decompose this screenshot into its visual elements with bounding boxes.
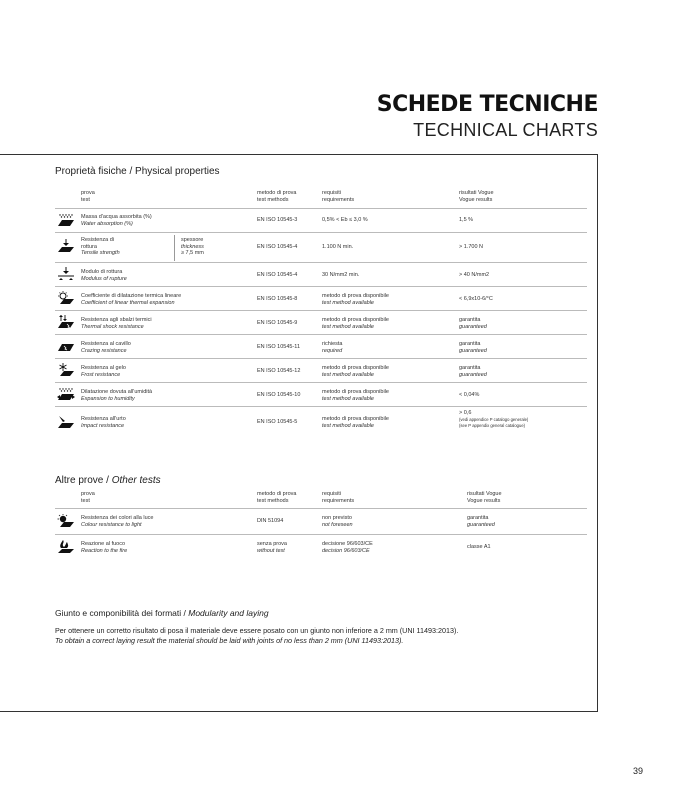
header-res-en: Vogue results (467, 497, 501, 504)
row-requirement: 0,5% < Eb ≤ 3,0 % (322, 217, 368, 223)
row-name-en: Reaction to the fire (81, 547, 128, 554)
row-result: < 0,04% (459, 392, 480, 398)
column-divider (174, 235, 175, 261)
row-requirement-en: test method available (322, 422, 374, 429)
other-section-title (55, 475, 161, 486)
laying-title-it: Giunto e componibilità dei formati / (55, 608, 186, 618)
row-result-en: guaranteed (459, 323, 487, 330)
row-requirement: metodo di prova disponibile (322, 389, 389, 395)
row-requirement: 1.100 N min. (322, 244, 354, 250)
row-requirement-en: test method available (322, 371, 374, 378)
row-name-it: Dilatazione dovuta all'umidità (81, 389, 153, 395)
table-row (55, 310, 587, 335)
page-number: 39 (633, 766, 644, 776)
header-req-it: requisiti (322, 190, 341, 196)
row-requirement: metodo di prova disponibile (322, 317, 389, 323)
header-method-it: metodo di prova (257, 190, 297, 196)
other-title-it: Altre prove / (55, 475, 109, 486)
row-result: garantita (467, 515, 489, 521)
row-name-it: Modulo di rottura (81, 269, 123, 275)
modulus-rupture-icon (57, 267, 75, 281)
row-result-note-en: (see P appendix general catalogue) (459, 422, 526, 428)
row-name-it: Resistenza agli sbalzi termici (81, 317, 152, 323)
row-result: classe A1 (467, 544, 491, 550)
row-requirement-en: test method available (322, 323, 374, 330)
row-method: EN ISO 10545-12 (257, 368, 301, 374)
row-name-en: rottura (81, 243, 97, 250)
header-test-en: test (81, 196, 90, 203)
row-method: EN ISO 10545-9 (257, 320, 298, 326)
row-method: EN ISO 10545-4 (257, 272, 298, 278)
header-res-it: risultati Vogue (467, 491, 502, 497)
thermal-expansion-icon (57, 291, 75, 305)
breaking-strength-icon (57, 239, 75, 253)
row-name-en: Frost resistance (81, 371, 121, 378)
row-requirement-en: decision 96/603/CE (322, 547, 370, 554)
table-row (55, 286, 587, 311)
row-method: EN ISO 10545-5 (257, 419, 298, 425)
row-name-en: Expansion to humidity (81, 395, 135, 402)
header-method-en: test methods (257, 196, 289, 203)
row-name-en-2: Tensile strength (81, 250, 120, 256)
light-resistance-icon (57, 514, 75, 528)
laying-text-it: Per ottenere un corretto risultato di posa il materiale deve essere posato con un giunto non inferiore a 2 mm (UNI 11493:2013). (55, 626, 459, 635)
table-row (55, 534, 587, 561)
row-result: > 40 N/mm2 (459, 272, 490, 278)
row-name-en: Crazing resistance (81, 347, 127, 354)
row-thickness-value: ≥ 7,5 mm (181, 250, 204, 256)
row-requirement-en: test method available (322, 395, 374, 402)
header-test-en: test (81, 497, 90, 504)
table-row (55, 232, 587, 263)
row-name-en: Colour resistance to light (81, 521, 142, 528)
laying-text-en: To obtain a correct laying result the material should be laid with joints of no less than 2 mm (UNI 11493:2013). (55, 636, 404, 645)
row-name-en: Thermal shock resistance (81, 323, 144, 330)
header-method-en: test methods (257, 497, 289, 504)
row-name-en: Modulus of rupture (81, 275, 127, 282)
row-result-en: guaranteed (459, 347, 487, 354)
table-row (55, 406, 587, 439)
row-result-note-it: (vedi appendice P catalogo generale) (459, 416, 529, 422)
row-requirement: metodo di prova disponibile (322, 293, 389, 299)
row-requirement: 30 N/mm2 min. (322, 272, 360, 278)
page-subtitle: TECHNICAL CHARTS (413, 120, 598, 140)
row-name-it: Resistenza dei colori alla luce (81, 515, 154, 521)
row-name-en: Impact resistance (81, 422, 125, 429)
row-result: > 1.700 N (459, 244, 484, 250)
row-requirement-en: not foreseen (322, 521, 353, 528)
header-test-it: prova (81, 190, 95, 196)
row-result: garantita (459, 341, 481, 347)
row-requirement: metodo di prova disponibile (322, 365, 389, 371)
row-name-it: Coefficiente di dilatazione termica lineare (81, 293, 182, 299)
water-absorption-icon (57, 213, 75, 227)
table-row (55, 262, 587, 287)
row-name-it: Resistenza di (81, 237, 115, 243)
table-row (55, 208, 587, 233)
row-result: < 6,9x10-6/°C (459, 296, 493, 302)
frost-icon (57, 363, 75, 377)
row-thickness-en: thickness (181, 243, 204, 250)
row-requirement-en: test method available (322, 299, 374, 306)
header-res-it: risultati Vogue (459, 190, 494, 196)
row-method: DIN 51094 (257, 518, 284, 524)
table-row (55, 358, 587, 383)
fire-reaction-icon (57, 540, 75, 554)
row-result: 1,5 % (459, 217, 474, 223)
row-requirement: non previsto (322, 515, 352, 521)
impact-icon (57, 415, 75, 429)
row-name-en: Coefficient of linear thermal expansion (81, 299, 175, 306)
row-method: EN ISO 10545-11 (257, 344, 301, 350)
row-requirement-en: required (322, 347, 343, 354)
table-row (55, 508, 587, 535)
row-result: garantita (459, 317, 481, 323)
row-method: senza prova (257, 541, 287, 547)
header-test-it: prova (81, 491, 95, 497)
row-method-en: without test (257, 547, 285, 554)
row-method: EN ISO 10545-8 (257, 296, 298, 302)
table-row (55, 382, 587, 407)
row-requirement: metodo di prova disponibile (322, 416, 389, 422)
humidity-expansion-icon (57, 387, 75, 401)
row-name-it: Massa d'acqua assorbita (%) (81, 214, 152, 220)
header-res-en: Vogue results (459, 196, 493, 203)
table-row (55, 334, 587, 359)
row-name-en: Water absorption (%) (81, 220, 133, 227)
header-req-en: requirements (322, 497, 355, 504)
row-result: garantita (459, 365, 481, 371)
row-thickness-it: spessore (181, 237, 204, 243)
row-name-it: Resistenza al cavillo (81, 341, 131, 347)
physical-title-en: / Physical properties (129, 166, 220, 177)
physical-title-it: Proprietà fisiche (55, 166, 127, 177)
laying-title (55, 608, 269, 618)
row-method: EN ISO 10545-3 (257, 217, 298, 223)
other-title-en: Other tests (111, 475, 161, 486)
row-name-it: Resistenza al gelo (81, 365, 126, 371)
row-requirement: richiesta (322, 341, 343, 347)
header-req-it: requisiti (322, 491, 341, 497)
row-result-en: guaranteed (459, 371, 487, 378)
laying-title-en: Modularity and laying (188, 608, 269, 618)
row-method: EN ISO 10545-4 (257, 244, 298, 250)
row-result-en: guaranteed (467, 521, 495, 528)
row-result: > 0,6 (459, 410, 472, 416)
row-name-it: Reazione al fuoco (81, 541, 126, 547)
thermal-shock-icon (57, 315, 75, 329)
row-method: EN ISO 10545-10 (257, 392, 301, 398)
row-name-it: Resistenza all'urto (81, 416, 126, 422)
row-requirement: decisione 96/603/CE (322, 541, 373, 547)
physical-section-title (55, 166, 220, 177)
header-method-it: metodo di prova (257, 491, 297, 497)
header-req-en: requirements (322, 196, 355, 203)
page-title: SCHEDE TECNICHE (376, 92, 598, 117)
crazing-icon (57, 339, 75, 353)
